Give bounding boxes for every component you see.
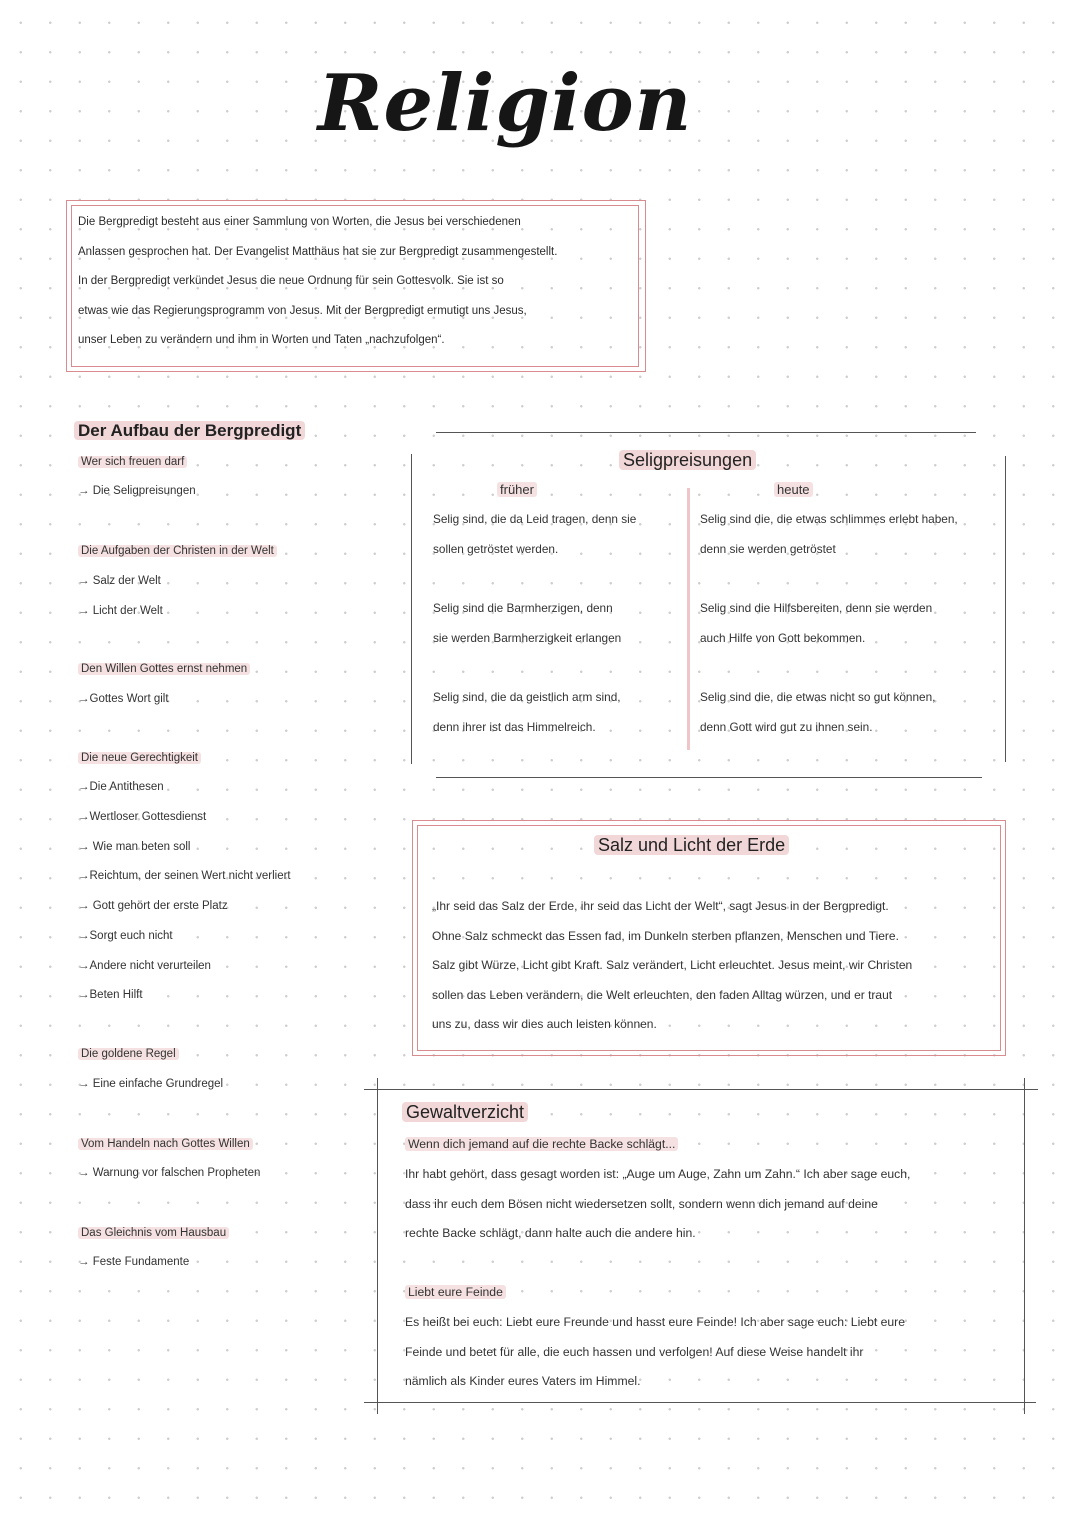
- gewalt-heading: Gewaltverzicht: [402, 1102, 528, 1122]
- text-line: Selig sind, die da Leid tragen, denn sie: [433, 512, 637, 526]
- divider-top: [436, 432, 976, 433]
- text-line: Es heißt bei euch: Liebt eure Freunde und hasst eure Feinde! Ich aber sage euch: Liebt eure: [405, 1315, 906, 1329]
- text-line: Feinde und betet für alle, die euch hassen und verfolgen! Auf diese Weise handelt ihr: [405, 1344, 864, 1359]
- aufbau-item: → Gott gehört der erste Platz: [78, 900, 228, 912]
- aufbau-item: → Warnung vor falschen Propheten: [78, 1167, 261, 1179]
- column-header-frueher: früher: [497, 482, 537, 497]
- text-line: Salz gibt Würze, Licht gibt Kraft. Salz verändert, Licht erleuchtet. Jesus meint, wir Christen: [432, 958, 913, 972]
- aufbau-item: →Die Antithesen: [78, 781, 164, 793]
- seligpreisung-heute: [700, 505, 958, 564]
- gewalt-top-line: [364, 1089, 1038, 1090]
- seligpreisung-frueher: [433, 683, 621, 742]
- seligpreisung-frueher: [433, 505, 636, 564]
- gewalt-right-border: [1024, 1078, 1025, 1414]
- seligpreisung-heute: [700, 594, 932, 653]
- gewalt-bottom-line: [364, 1402, 1036, 1403]
- aufbau-item: → Die Seligpreisungen: [78, 485, 196, 497]
- salz-text: [432, 892, 912, 1040]
- intro-line: Anlassen gesprochen hat. Der Evangelist Matthäus hat sie zur Bergpredigt zusammengestellt.: [78, 245, 558, 258]
- aufbau-item: →Sorgt euch nicht: [78, 930, 173, 942]
- aufbau-item: → Salz der Welt: [78, 575, 161, 587]
- gewalt-subheading: Liebt eure Feinde: [405, 1285, 506, 1299]
- aufbau-item: →Wertloser Gottesdienst: [78, 811, 207, 823]
- text-line: Selig sind die, die etwas nicht so gut können,: [700, 690, 936, 704]
- column-header-heute: heute: [774, 482, 813, 497]
- salz-heading: Salz und Licht der Erde: [594, 835, 789, 855]
- aufbau-section-title: Die goldene Regel: [78, 1048, 179, 1060]
- intro-text: [78, 208, 638, 356]
- aufbau-section-title: Den Willen Gottes ernst nehmen: [78, 663, 250, 675]
- text-line: sie werden Barmherzigkeit erlangen: [433, 630, 622, 645]
- seligpreisungen-heading: Seligpreisungen: [619, 450, 756, 470]
- aufbau-heading: Der Aufbau der Bergpredigt: [74, 421, 305, 440]
- aufbau-item: →Reichtum, der seinen Wert nicht verliert: [78, 870, 291, 882]
- aufbau-item: → Feste Fundamente: [78, 1256, 190, 1268]
- text-line: Selig sind die Hilfsbereiten, denn sie werden: [700, 601, 933, 615]
- text-line: „Ihr seid das Salz der Erde, ihr seid das Licht der Welt“, sagt Jesus in der Bergpredigt.: [432, 899, 889, 913]
- seligpreisungen-left-border: [411, 454, 412, 764]
- intro-line: unser Leben zu verändern und ihm in Worten und Taten „nachzufolgen“.: [78, 334, 445, 346]
- aufbau-section-title: Wer sich freuen darf: [78, 456, 187, 468]
- text-line: auch Hilfe von Gott bekommen.: [700, 630, 866, 645]
- text-line: rechte Backe schlägt, dann halte auch die andere hin.: [405, 1226, 696, 1240]
- text-line: Selig sind die Barmherzigen, denn: [433, 601, 613, 615]
- gewalt-left-border: [377, 1078, 378, 1414]
- seligpreisungen-center-divider: [687, 488, 690, 750]
- intro-line: Die Bergpredigt besteht aus einer Sammlung von Worten, die Jesus bei verschiedenen: [78, 216, 521, 228]
- divider-bottom: [436, 777, 982, 778]
- aufbau-item: → Licht der Welt: [78, 605, 163, 617]
- text-line: sollen getröstet werden.: [433, 541, 559, 556]
- intro-line: etwas wie das Regierungsprogramm von Jesus. Mit der Bergpredigt ermutigt uns Jesus,: [78, 304, 527, 317]
- page-title: Religion: [317, 58, 693, 149]
- aufbau-item: →Andere nicht verurteilen: [78, 960, 211, 972]
- seligpreisung-frueher: [433, 594, 621, 653]
- aufbau-section-title: Die neue Gerechtigkeit: [78, 752, 201, 764]
- gewalt-text: [405, 1308, 905, 1397]
- text-line: Ihr habt gehört, dass gesagt worden ist: „Auge um Auge, Zahn um Zahn.“ Ich aber sage euch,: [405, 1167, 911, 1181]
- aufbau-section-title: Vom Handeln nach Gottes Willen: [78, 1138, 253, 1150]
- gewalt-subheading: Wenn dich jemand auf die rechte Backe schlägt...: [405, 1137, 678, 1151]
- aufbau-section-title: Das Gleichnis vom Hausbau: [78, 1227, 229, 1239]
- text-line: uns zu, dass wir dies auch leisten können.: [432, 1017, 657, 1031]
- text-line: denn ihrer ist das Himmelreich.: [433, 719, 596, 734]
- text-line: denn Gott wird gut zu ihnen sein.: [700, 719, 873, 734]
- text-line: nämlich als Kinder eures Vaters im Himmel.: [405, 1374, 641, 1388]
- text-line: Selig sind, die da geistlich arm sind,: [433, 690, 621, 704]
- seligpreisungen-right-border: [1005, 456, 1006, 762]
- aufbau-item: → Eine einfache Grundregel: [78, 1078, 224, 1090]
- text-line: Ohne Salz schmeckt das Essen fad, im Dunkeln sterben pflanzen, Menschen und Tiere.: [432, 928, 899, 943]
- text-line: Selig sind die, die etwas schlimmes erlebt haben,: [700, 512, 958, 526]
- aufbau-item: →Gottes Wort gilt: [78, 693, 169, 705]
- gewalt-text: [405, 1160, 910, 1249]
- text-line: sollen das Leben verändern, die Welt erleuchten, den faden Alltag würzen, und er traut: [432, 987, 893, 1002]
- text-line: dass ihr euch dem Bösen nicht wiedersetzen sollt, sondern wenn dich jemand auf deine: [405, 1196, 878, 1211]
- aufbau-item: → Wie man beten soll: [78, 841, 191, 853]
- text-line: denn sie werden getröstet: [700, 541, 836, 556]
- intro-line: In der Bergpredigt verkündet Jesus die neue Ordnung für sein Gottesvolk. Sie ist so: [78, 275, 504, 287]
- aufbau-item: →Beten Hilft: [78, 989, 143, 1001]
- seligpreisung-heute: [700, 683, 935, 742]
- aufbau-section-title: Die Aufgaben der Christen in der Welt: [78, 545, 277, 557]
